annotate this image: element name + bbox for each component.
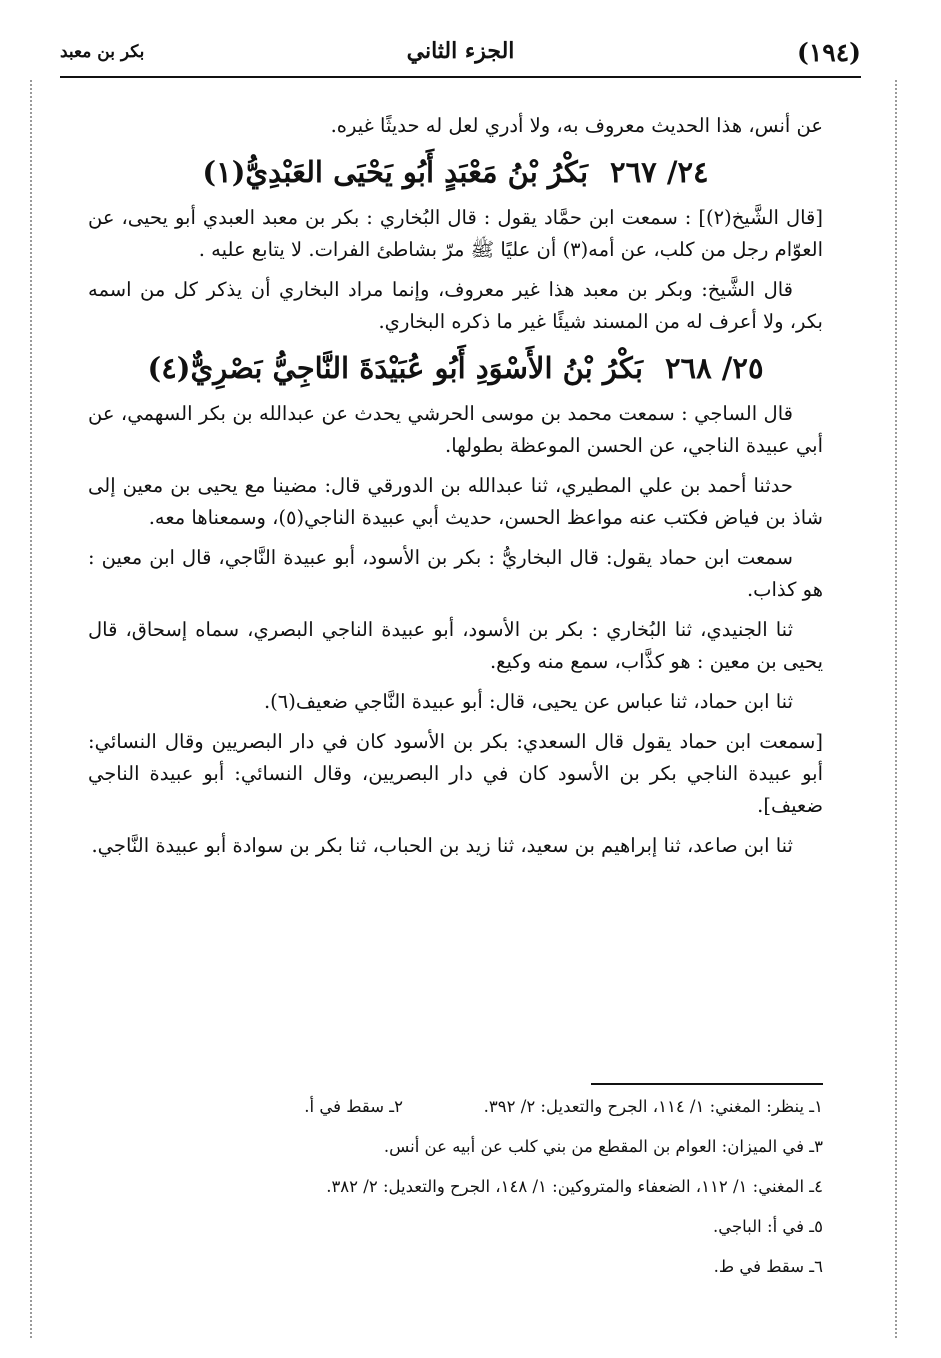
entry-268-paragraph-5: ثنا ابن حماد، ثنا عباس عن يحيى، قال: أبو عبيدة النَّاجي ضعيف(٦). bbox=[263, 690, 793, 713]
entry-268-paragraph-1: قال الساجي : سمعت محمد بن موسى الحرشي يحدث عن عبدالله بن بكر السهمي، عن أبي عبيدة الناجي، عن الحسن الموعظة بطولها. bbox=[88, 402, 823, 457]
volume-title: الجزء الثاني bbox=[406, 38, 515, 64]
entry-268-paragraph-4: ثنا الجنيدي، ثنا البُخاري : بكر بن الأسود، أبو عبيدة الناجي البصري، سماه إسحاق، قال يحيى بن معين : هو كذَّاب، سمع منه وكيع. bbox=[88, 618, 823, 673]
footnotes-rule bbox=[591, 1083, 823, 1085]
footnote-4: ٤ـ المغني: ١/ ١١٢، الضعفاء والمتروكين: ١/ ١٤٨، الجرح والتعديل: ٢/ ٣٨٢. bbox=[326, 1177, 823, 1196]
footnote-5: ٥ـ في أ: الباجي. bbox=[712, 1217, 823, 1236]
margin-dotted-line-right bbox=[895, 80, 897, 1338]
entry-268-paragraph-7: ثنا ابن صاعد، ثنا إبراهيم بن سعيد، ثنا زيد بن الحباب، ثنا بكر بن سوادة أبو عبيدة النَّاجي. bbox=[91, 834, 793, 857]
header-rule bbox=[60, 76, 861, 78]
margin-dotted-line-left bbox=[30, 80, 32, 1338]
entry-267-paragraph-2: قال الشَّيخ: وبكر بن معبد هذا غير معروف، وإنما مراد البخاري أن يذكر كل من اسمه بكر، ولا أعرف له من المسند شيئًا غير ما ذكره البخاري. bbox=[88, 278, 823, 333]
footnote-2: ٢ـ سقط في أ. bbox=[304, 1097, 403, 1116]
footnote-1: ١ـ ينظر: المغني: ١/ ١١٤، الجرح والتعديل: ٢/ ٣٩٢. bbox=[483, 1097, 823, 1116]
entry-267-title bbox=[88, 150, 823, 194]
entry-268-paragraph-3: سمعت ابن حماد يقول: قال البخاريُّ : بكر بن الأسود، أبو عبيدة النَّاجي، قال ابن معين : هو كذاب. bbox=[88, 546, 823, 601]
footnote-6: ٦ـ سقط في ط. bbox=[713, 1257, 823, 1276]
main-text bbox=[88, 110, 823, 870]
running-head: بكر بن معبد bbox=[60, 42, 145, 62]
page-header bbox=[60, 30, 861, 74]
footnote-3: ٣ـ في الميزان: العوام بن المقطع من بني كلب عن أبيه عن أنس. bbox=[383, 1137, 823, 1156]
entry-267-number: ٢٤/ ٢٦٧ bbox=[610, 155, 709, 189]
entry-267-name: بَكْرُ بْنُ مَعْبَدٍ أَبُو يَحْيَى العَبْدِيُّ(١) bbox=[202, 155, 589, 189]
footnotes bbox=[88, 1094, 823, 1294]
entry-268-title bbox=[88, 346, 823, 390]
entry-268-paragraph-6: [سمعت ابن حماد يقول قال السعدي: بكر بن الأسود كان في دار البصريين وقال النسائي: أبو عبيدة الناجي بكر بن الأسود كان في دار البصريين، وقال النسائي: أبو عبيدة الناجي ضعيف]. bbox=[88, 730, 823, 817]
entry-268-name: بَكْرُ بْنُ الأَسْوَدِ أَبُو عُبَيْدَةَ النَّاجِيُّ بَصْرِيٌّ(٤) bbox=[147, 351, 643, 385]
page-number: (١٩٤) bbox=[797, 38, 861, 67]
lead-paragraph: عن أنس، هذا الحديث معروف به، ولا أدري لعل له حديثًا غيره. bbox=[330, 114, 823, 137]
footnote-row-1-2 bbox=[88, 1094, 823, 1120]
entry-268-paragraph-2: حدثنا أحمد بن علي المطيري، ثنا عبدالله بن الدورقي قال: مضينا مع يحيى بن معين إلى شاذ بن فياض فكتب عنه مواعظ الحسن، حديث أبي عبيدة الناجي(٥)، وسمعناها معه. bbox=[88, 474, 823, 529]
entry-268-number: ٢٥/ ٢٦٨ bbox=[664, 351, 764, 385]
entry-267-paragraph-1: [قال الشَّيخ(٢)] : سمعت ابن حمَّاد يقول : قال البُخاري : بكر بن معبد العبدي أبو يحيى، عن العوّام رجل من كلب، عن أمه(٣) أن عليًا ﷺ مرّ بشاطئ الفرات. لا يتابع عليه . bbox=[88, 206, 823, 261]
